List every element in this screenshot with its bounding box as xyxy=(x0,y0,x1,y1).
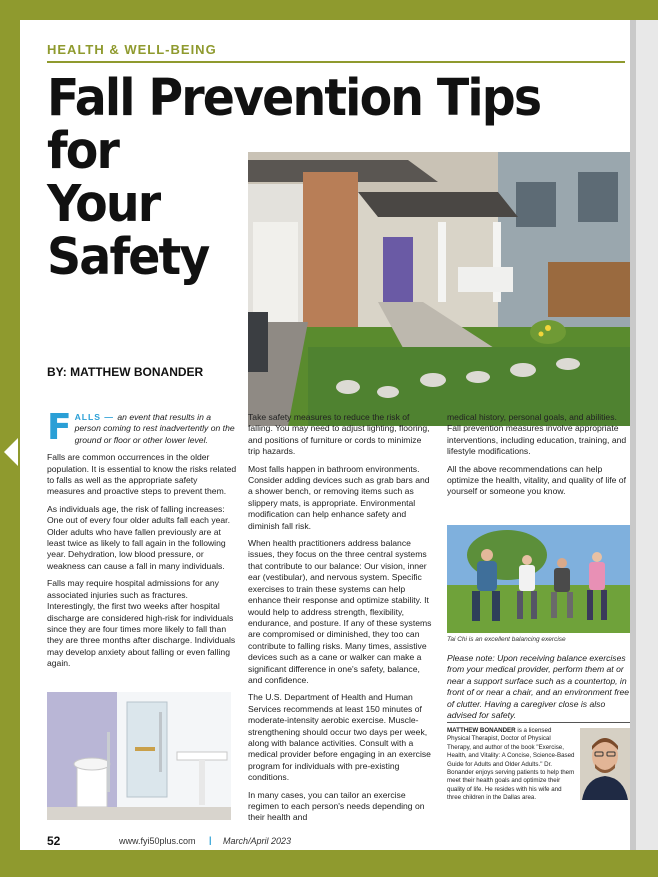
paragraph: When health practitioners address balance issues, they focus on the three central systems that contribute to our balance: Our vision, inner ear (vestibular), and nervous system. Specific exercises to train these systems can help enhance their response and optimize stability. It would help to address strength, flexibility, endurance, and posture. If any of these systems are compromised or diminished, they too can contribute to falling risks. Many times, assistive devices such as a cane or walker can make a significant difference in one's safety, balance, and confidence. xyxy=(248,538,432,685)
author-bio xyxy=(447,727,575,803)
house-illustration xyxy=(248,152,630,426)
paragraph: Falls may require hospital admissions for any associated injuries such as fractures. Interestingly, the first two weeks after hospital discharge are considered high-risk for individuals since they are four times more likely to fall than they are three months after discharge. Individuals may develop anxiety about falling or even falling again. xyxy=(47,578,236,669)
safety-note: Please note: Upon receiving balance exercises from your medical provider, perform them at or near a support surface such as a countertop, in front of or near a chair, and an environment free of clutter. Having a caregiver close is also advised for safety. xyxy=(447,653,630,721)
page-footer xyxy=(47,834,292,848)
author-photo xyxy=(580,728,630,800)
tai-chi-illustration xyxy=(447,525,630,633)
lead-dash: — xyxy=(101,412,118,422)
paragraph: Most falls happen in bathroom environments. Consider adding devices such as grab bars and a shower bench, or removing items such as slippery mats, is appropriate. Environmental modification can help enhance safety and diminish fall risk. xyxy=(248,463,430,531)
author-name: MATTHEW BONANDER xyxy=(447,727,516,734)
headline-line-4: Safety xyxy=(47,228,209,287)
paragraph: In many cases, you can tailor an exercise regimen to each person's needs depending on their health and xyxy=(248,789,425,823)
paragraph: Falls are common occurrences in the older population. It is essential to know the risks related to falls as well as the appropriate safety measures and proactive steps to prevent them. xyxy=(47,452,237,497)
bathroom-illustration xyxy=(47,692,231,820)
paragraph: medical history, personal goals, and abilities. Fall prevention measures involve appropriate interventions, including education, training, and lifestyle modifications. xyxy=(447,412,627,457)
lead-definition: an event that results in a person coming to rest inadvertently on the ground or floor or other lower level. xyxy=(74,412,235,445)
footer-website: www.fyi50plus.com xyxy=(119,836,196,846)
headline-line-3: Your xyxy=(47,175,160,234)
next-page-edge xyxy=(630,20,658,850)
section-label: HEALTH & WELL-BEING xyxy=(47,42,217,57)
paragraph: Take safety measures to reduce the risk of falling. You may need to adjust lighting, flooring, and positions of furniture or cords to minimize trip hazards. xyxy=(248,412,430,457)
author-portrait xyxy=(580,728,630,800)
lead-paragraph xyxy=(47,407,237,448)
footer-separator: | xyxy=(209,835,212,845)
tai-chi-photo xyxy=(447,525,630,633)
footer-issue-date: March/April 2023 xyxy=(223,836,292,846)
paragraph: The U.S. Department of Health and Human Services recommends at least 150 minutes of moderate-intensity aerobic exercise. Muscle-strengthening should occur two days per week, along with balance activities. Consult with a medical provider before engaging in an exercise program for individuals with pre-existing conditions. xyxy=(248,692,431,783)
photo-caption: Tai Chi is an excellent balancing exercise xyxy=(447,636,566,643)
paragraph: As individuals age, the risk of falling increases: One out of every four older adults fall each year. Older adults who have fallen previously are at least twice as likely to fall again in the following year. Dehydration, low blood pressure, or weakness can cause a fall in many individuals. xyxy=(47,503,230,571)
headline-line-2: for xyxy=(47,122,119,181)
previous-page-arrow-icon[interactable] xyxy=(4,438,18,466)
article-column-3 xyxy=(447,412,630,504)
drop-cap: F xyxy=(47,407,72,448)
author-bio-text: is a licensed Physical Therapist, Doctor of Physical Therapy, and author of the book "Exercise, Health, and Vitality: A Concise, Science-Based Guide for Adults and Older Adults." Dr. Bonander enjoys serving patients to help them meet their health goals and optimize their quality of life. He resides with his wife and three children in the Dallas area. xyxy=(447,727,575,802)
article-column-1 xyxy=(47,407,237,676)
bathroom-photo xyxy=(47,692,231,820)
magazine-page xyxy=(20,20,630,850)
lead-word: ALLS xyxy=(74,412,102,422)
page-number: 52 xyxy=(47,834,61,848)
byline: BY: MATTHEW BONANDER xyxy=(47,365,204,379)
section-rule xyxy=(47,61,625,63)
paragraph: All the above recommendations can help optimize the health, vitality, and quality of life of yourself or someone you know. xyxy=(447,463,626,497)
bio-divider xyxy=(447,722,630,723)
article-column-2 xyxy=(248,412,434,830)
headline-line-1: Fall Prevention Tips xyxy=(47,69,541,128)
house-photo xyxy=(248,152,630,426)
